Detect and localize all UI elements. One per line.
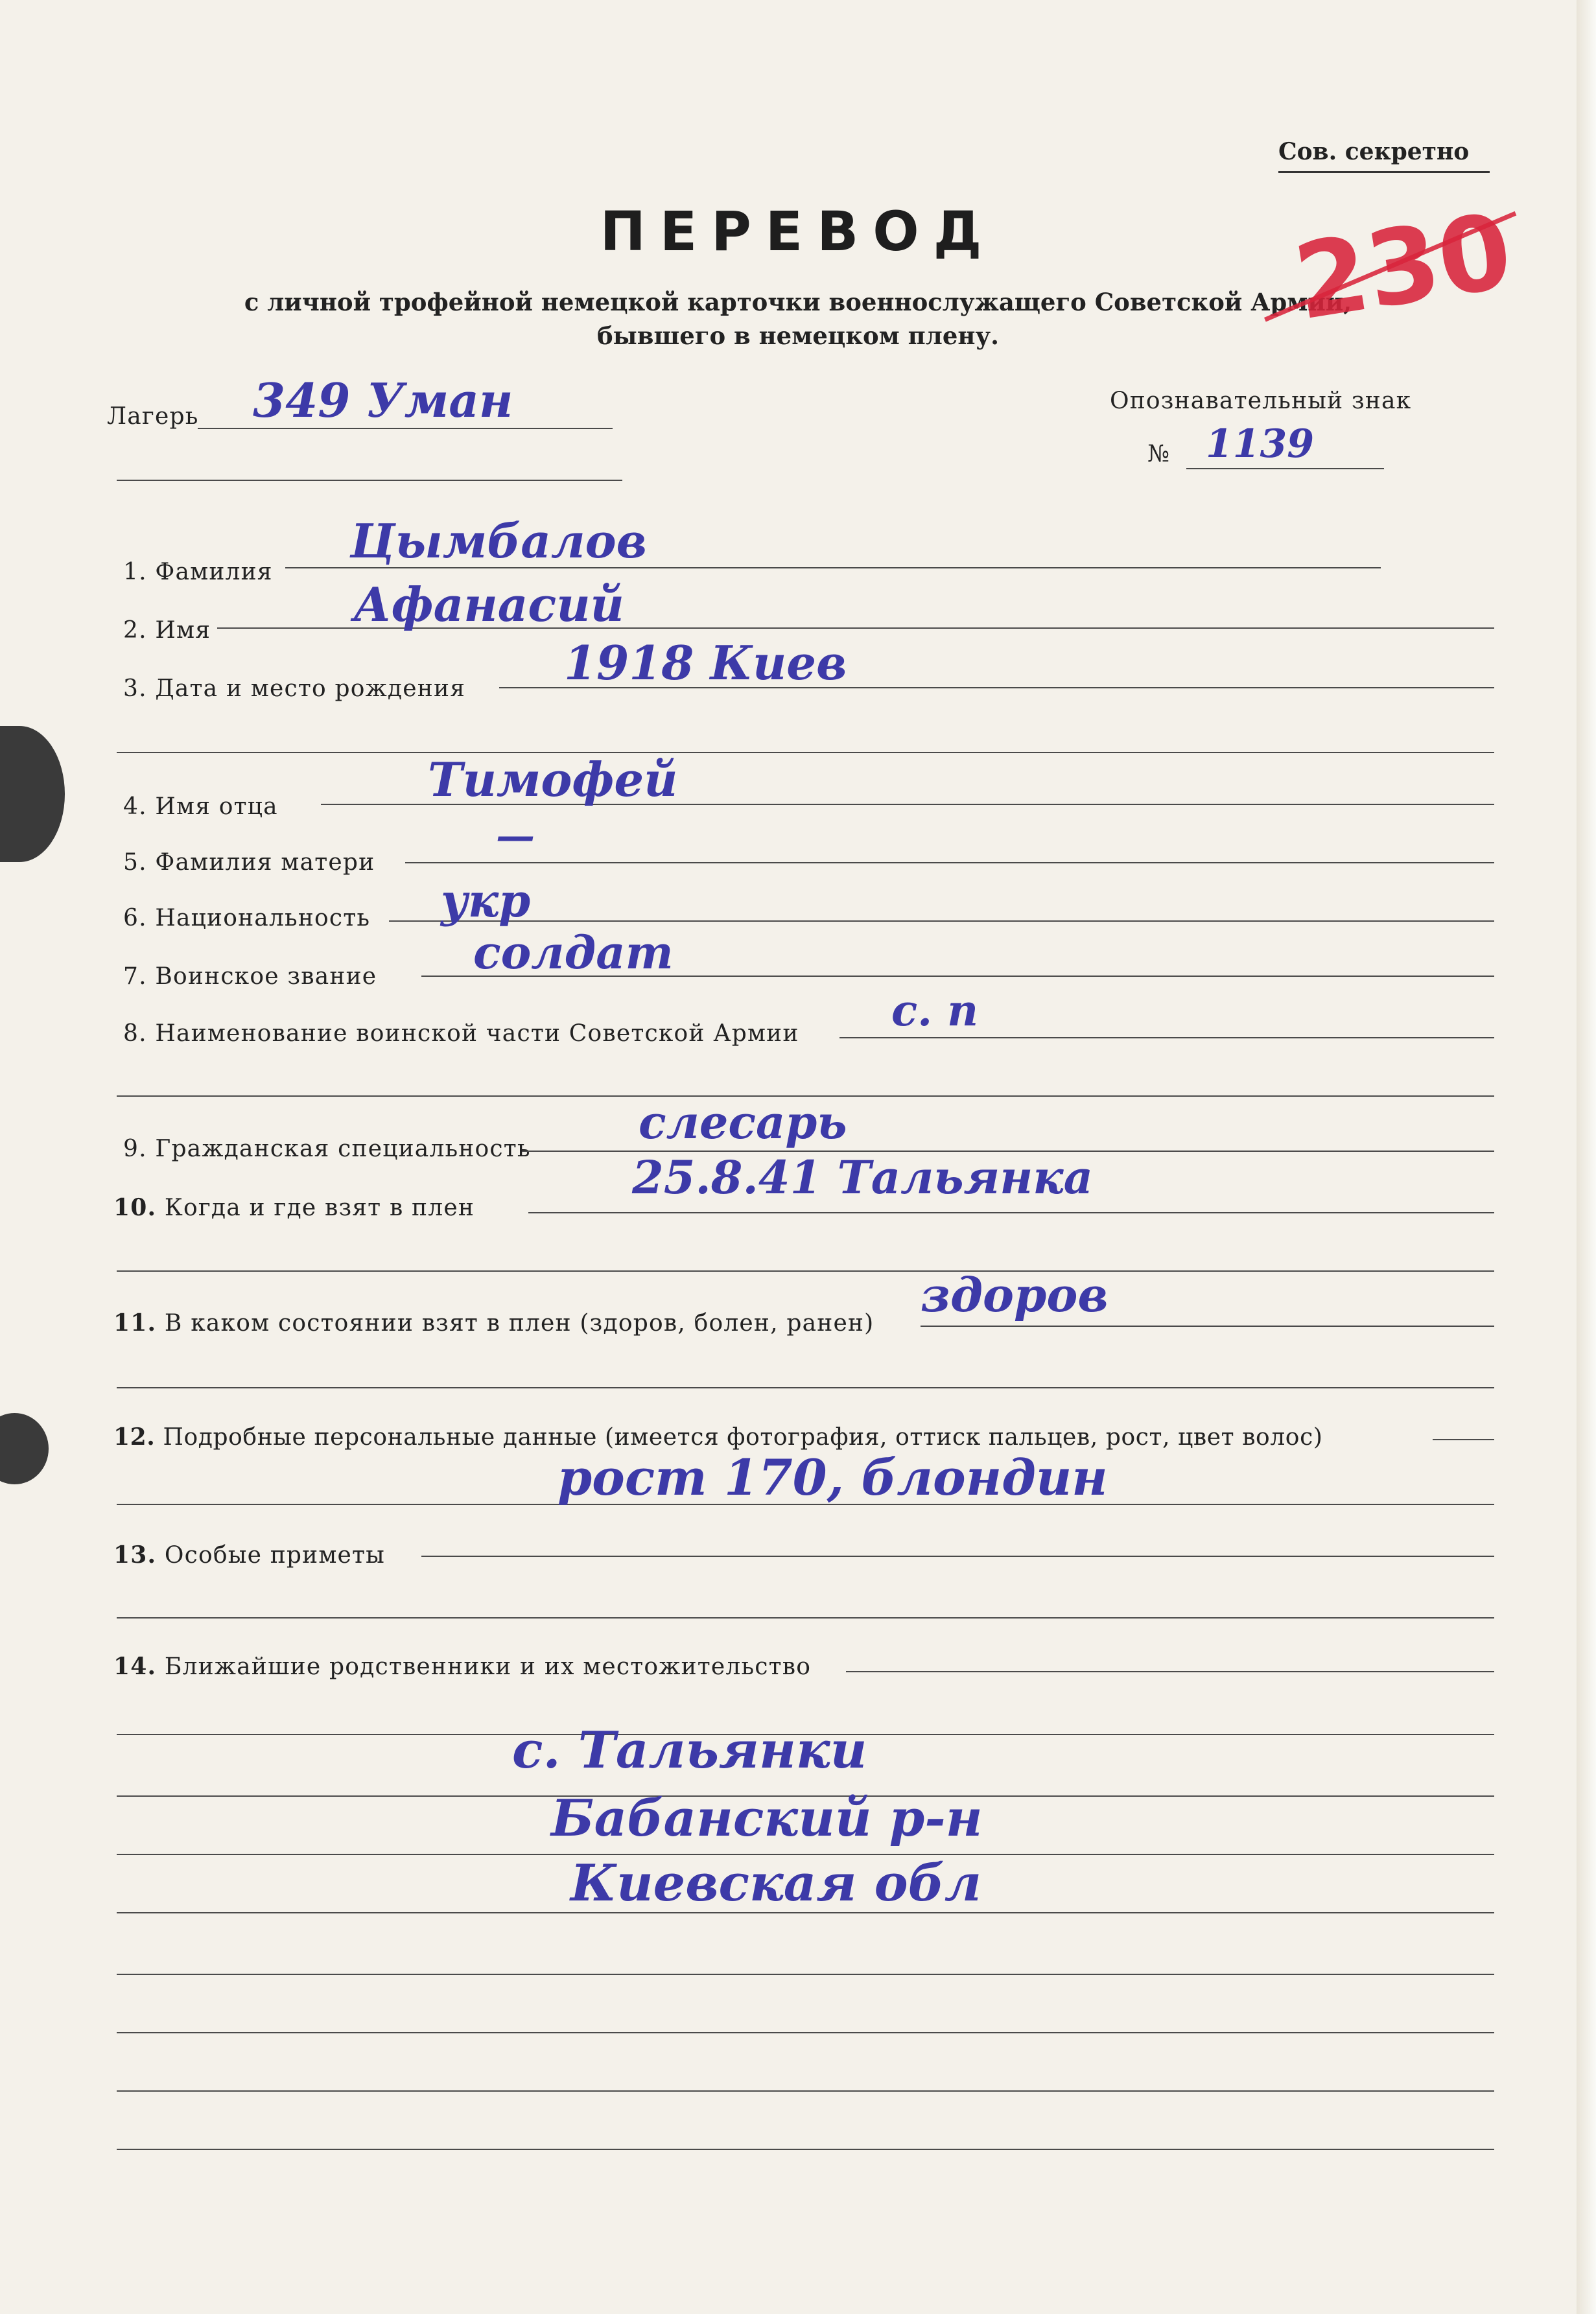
relatives-address-line-1: с. Тальянки [512,1721,867,1780]
field-14-line [846,1671,1494,1672]
field-8-text: Наименование воинской части Советской Армии [155,1020,799,1047]
field-1-text: Фамилия [155,559,273,585]
red-number-stamp: 230 [1287,189,1520,344]
field-14-number: 14. [113,1653,157,1680]
camp-value: 349 Уман [253,373,513,428]
camp-line [198,428,613,429]
field-8-line [839,1037,1494,1038]
field-12-number: 12. [113,1423,156,1451]
field-5-value: — [496,813,535,859]
field-10-value: 25.8.41 Тальянка [632,1151,1093,1204]
punch-hole [0,1413,49,1484]
subtitle-line-2: бывшего в немецком плену. [596,321,1000,350]
classification-mark: Сов. секретно [1278,138,1470,165]
relatives-line-5 [117,1974,1494,1975]
field-11-text: В каком состоянии взят в плен (здоров, болен, ранен) [164,1310,874,1337]
field-5-line [405,862,1494,863]
field-10-number: 10. [113,1194,157,1221]
field-8-number: 8. [123,1020,147,1047]
field-1-number: 1. [123,559,147,585]
field-10-line-2 [117,1270,1494,1272]
field-10-label [113,1194,475,1221]
field-2-text: Имя [155,617,211,644]
field-3-value: 1918 Киев [564,635,847,690]
relatives-address-line-2: Бабанский р-н [551,1789,983,1848]
field-6-number: 6. [123,905,147,931]
field-14-text: Ближайшие родственники и их местожительство [164,1654,812,1680]
field-9-number: 9. [123,1136,147,1162]
field-13-line-2 [117,1617,1494,1619]
field-3-text: Дата и место рождения [155,675,466,702]
field-6-label [123,905,370,931]
field-4-text: Имя отца [155,793,278,820]
field-9-label [123,1136,531,1162]
field-11-label [113,1309,874,1337]
field-7-value: солдат [473,926,674,979]
field-5-text: Фамилия матери [155,849,375,876]
field-12-label [113,1423,1322,1451]
field-11-line-2 [117,1387,1494,1388]
relatives-line-6 [117,2032,1494,2033]
camp-label: Лагерь [107,403,199,430]
field-7-label [123,963,377,990]
subtitle-line-1: с личной трофейной немецкой карточки военнослужащего Советской Армии, [244,288,1352,316]
field-13-number: 13. [113,1541,157,1569]
field-1-value: Цымбалов [350,513,647,568]
relatives-line-8 [117,2149,1494,2150]
field-13-label [113,1541,385,1569]
field-3-label [123,675,465,702]
field-4-number: 4. [123,793,147,820]
field-12-value: рост 170, блондин [557,1449,1108,1506]
field-4-label [123,793,278,820]
field-10-line [528,1212,1494,1213]
field-11-value: здоров [921,1267,1109,1322]
relatives-address-line-3: Киевская обл [570,1854,982,1913]
field-9-text: Гражданская специальность [155,1136,531,1162]
field-4-value: Тимофей [428,752,678,807]
field-5-number: 5. [123,849,147,876]
field-7-text: Воинское звание [155,963,377,990]
field-14-label [113,1653,811,1680]
field-11-number: 11. [113,1309,157,1337]
field-6-line [389,920,1494,922]
field-9-value: слесарь [639,1095,847,1149]
field-13-line [421,1556,1494,1557]
field-8-label [123,1020,799,1047]
relatives-line-7 [117,2090,1494,2092]
field-11-line [921,1326,1494,1327]
classification-underline [1278,171,1490,173]
field-13-text: Особые приметы [164,1542,386,1569]
field-2-label [123,617,211,644]
document-title: ПЕРЕВОД [600,200,996,263]
field-12-line [1433,1439,1494,1440]
field-10-text: Когда и где взят в плен [164,1195,475,1221]
field-1-label [123,559,273,585]
id-tag-line [1186,468,1384,469]
field-5-label [123,849,375,876]
torn-edge-notch [0,726,65,862]
field-7-number: 7. [123,963,147,990]
field-3-line-2 [117,752,1494,753]
id-tag-label: Опознавательный знак [1110,388,1412,414]
field-3-number: 3. [123,675,147,702]
field-6-value: укр [441,874,531,928]
field-12-text: Подробные персональные данные (имеется фотография, оттиск пальцев, рост, цвет волос) [163,1424,1323,1451]
id-tag-number-sign: № [1147,441,1171,467]
camp-line-2 [117,480,622,481]
field-2-number: 2. [123,617,147,644]
field-2-value: Афанасий [353,577,624,632]
field-6-text: Национальность [155,905,371,931]
id-tag-value: 1139 [1206,421,1314,467]
field-8-value: с. п [891,985,979,1036]
